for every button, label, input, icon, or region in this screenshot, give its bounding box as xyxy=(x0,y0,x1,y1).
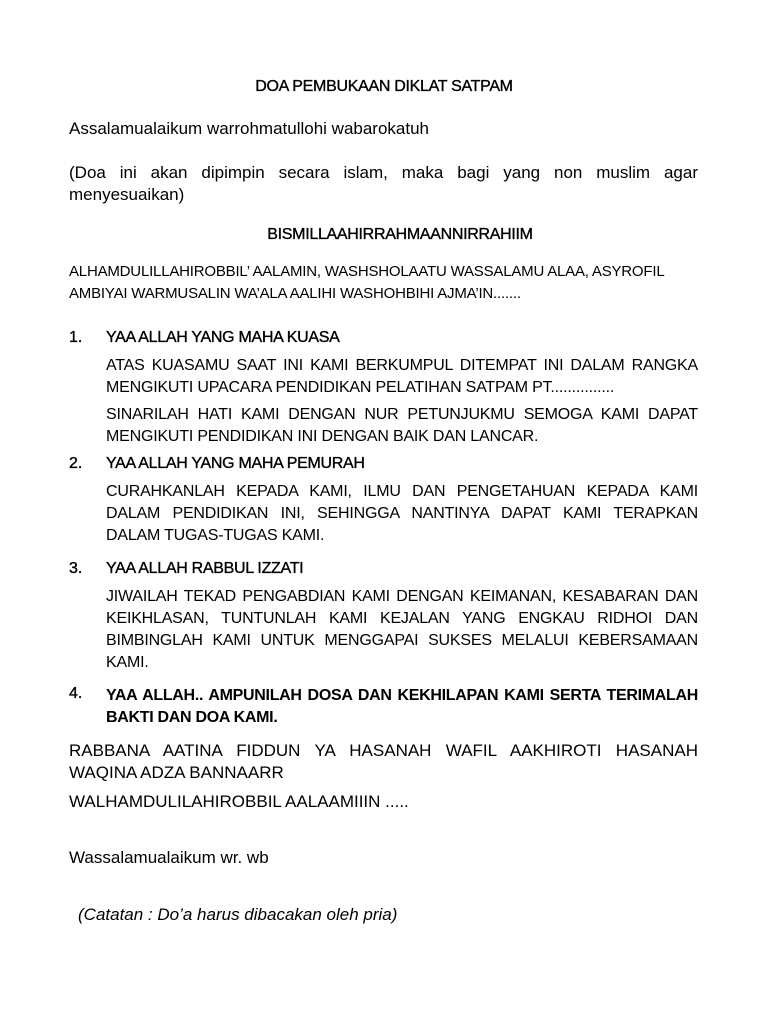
basmalah-heading: BISMILLAAHIRRAHMAANNIRRAHIIM xyxy=(267,226,533,243)
item-1-heading: YAA ALLAH YANG MAHA KUASA xyxy=(106,329,340,346)
item-4-number: 4. xyxy=(69,685,83,702)
item-3-number: 3. xyxy=(69,560,83,577)
item-2-number: 2. xyxy=(69,455,83,472)
item-3-heading: YAA ALLAH RABBUL IZZATI xyxy=(106,560,304,577)
document-title: DOA PEMBUKAAN DIKLAT SATPAM xyxy=(255,78,513,95)
farewell-text: Wassalamualaikum wr. wb xyxy=(69,848,269,867)
hamdalah-text: WALHAMDULILAHIROBBIL AALAAMIIIN ..... xyxy=(69,792,409,811)
item-2-heading: YAA ALLAH YANG MAHA PEMURAH xyxy=(106,455,365,472)
item-1-paragraph-1: ATAS KUASAMU SAAT INI KAMI BERKUMPUL DITEMPAT INI DALAM RANGKA MENGIKUTI UPACARA PENDIDIKAN PELATIHAN SATPAM PT............... xyxy=(106,357,698,396)
item-2-paragraph-1: CURAHKANLAH KEPADA KAMI, ILMU DAN PENGETAHUAN KEPADA KAMI DALAM PENDIDIKAN INI, SEHINGGA NANTINYA DAPAT KAMI TERAPKAN DALAM TUGAS-TUGAS KAMI. xyxy=(106,483,698,544)
footer-note: (Catatan : Do’a harus dibacakan oleh pria) xyxy=(78,905,398,924)
item-3-paragraph-1: JIWAILAH TEKAD PENGABDIAN KAMI DENGAN KEIMANAN, KESABARAN DAN KEIKHLASAN, TUNTUNLAH KAMI KEJALAN YANG ENGKAU RIDHOI DAN BIMBINGLAH KAMI UNTUK MENGGAPAI SUKSES MELALUI KEBERSAMAAN KAMI. xyxy=(106,588,698,671)
closing-prayer: RABBANA AATINA FIDDUN YA HASANAH WAFIL AAKHIROTI HASANAH WAQINA ADZA BANNAARR xyxy=(69,741,698,782)
item-1-paragraph-2: SINARILAH HATI KAMI DENGAN NUR PETUNJUKMU SEMOGA KAMI DAPAT MENGIKUTI PENDIDIKAN INI DENGAN BAIK DAN LANCAR. xyxy=(106,406,698,445)
item-4-heading: YAA ALLAH.. AMPUNILAH DOSA DAN KEKHILAPAN KAMI SERTA TERIMALAH BAKTI DAN DOA KAMI. xyxy=(106,687,698,726)
item-1-number: 1. xyxy=(69,329,83,346)
opening-praise: ALHAMDULILLAHIROBBIL’ AALAMIN, WASHSHOLAATU WASSALAMU ALAA, ASYROFIL AMBIYAI WARMUSALIN WA’ALA AALIHI WASHOHBIHI AJMA’IN....... xyxy=(69,263,664,302)
greeting-text: Assalamualaikum warrohmatullohi wabarokatuh xyxy=(69,119,430,138)
intro-note: (Doa ini akan dipimpin secara islam, maka bagi yang non muslim agar menyesuaikan) xyxy=(69,163,698,204)
